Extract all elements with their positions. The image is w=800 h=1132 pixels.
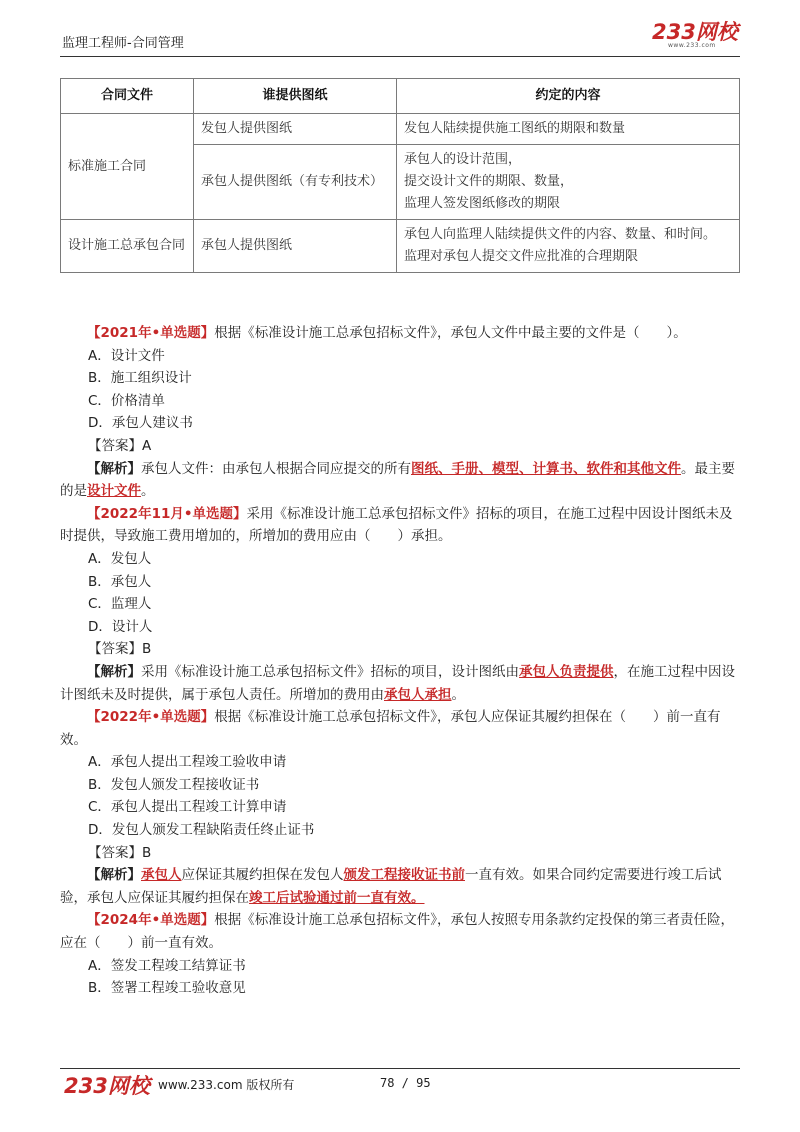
question-list	[60, 322, 740, 1000]
table-row	[61, 114, 740, 145]
explanation-text: ，在施工过程中因设计图纸未及时提供，属于承包人责任。所增加的费用由	[60, 663, 735, 703]
question-text: 根据《标准设计施工总承包招标文件》，承包人按照专用条款约定投保的第三者责任险，应在（ ）前一直有效。	[60, 912, 734, 952]
table-header-cell: 约定的内容	[397, 79, 740, 114]
cell-line: 承包人向监理人陆续提供文件的内容、数量、和时间。	[404, 227, 717, 242]
explanation	[60, 661, 740, 706]
question-text: 根据《标准设计施工总承包招标文件》，承包人文件中最主要的文件是（ ）。	[214, 325, 687, 341]
footer-divider	[60, 1068, 740, 1069]
option: B．签署工程竣工验收意见	[88, 980, 246, 997]
question-tag: 【2021年•单选题】	[87, 325, 215, 341]
option: C．承包人提出工程竣工计算申请	[88, 799, 287, 816]
explanation-label: 【解析】	[87, 867, 141, 884]
table-cell	[397, 220, 740, 273]
answer: 【答案】B	[88, 641, 152, 658]
cell-line: 监理对承包人提交文件应批准的合理期限	[404, 249, 639, 264]
table-header-cell: 合同文件	[61, 79, 194, 114]
question-stem	[60, 322, 740, 345]
table-cell: 发包人提供图纸	[194, 114, 397, 145]
brand-logo	[652, 22, 742, 48]
explanation-highlight: 颁发工程接收证书前	[343, 867, 465, 884]
table-cell: 设计施工总承包合同	[61, 220, 194, 273]
option: B．承包人	[88, 573, 152, 590]
explanation-text: 。	[451, 686, 465, 703]
cell-line: 承包人的设计范围，	[404, 152, 522, 167]
option: D．设计人	[88, 618, 153, 635]
question-stem	[60, 909, 740, 954]
explanation-text: 应保证其履约担保在发包人	[181, 867, 344, 884]
option: C．价格清单	[88, 392, 165, 409]
option: C．监理人	[88, 596, 152, 613]
explanation-text: 一直有效。如果合同约定需要进行竣工后试验，承包人应保证其履约担保在	[60, 867, 722, 906]
header-divider	[60, 56, 740, 57]
table-cell: 标准施工合同	[61, 114, 194, 220]
explanation-label: 【解析】	[87, 663, 141, 680]
table-row	[61, 220, 740, 273]
answer: 【答案】B	[88, 844, 152, 861]
question-tag: 【2022年•单选题】	[87, 709, 215, 726]
contract-table	[60, 78, 740, 273]
explanation-label: 【解析】	[87, 460, 141, 477]
footer-logo: 233网校	[64, 1074, 150, 1098]
explanation-text: 承包人文件：由承包人根据合同应提交的所有	[141, 460, 411, 477]
option: A．承包人提出工程竣工验收申请	[88, 754, 287, 771]
footer-copyright: www.233.com 版权所有	[158, 1078, 295, 1092]
question-text: 根据《标准设计施工总承包招标文件》，承包人应保证其履约担保在（ ）前一直有效。	[60, 709, 721, 748]
explanation-text: 。最主要的是	[60, 460, 735, 500]
brand-logo-text: 233网校	[652, 20, 738, 44]
table-cell	[397, 145, 740, 220]
option: D．承包人建议书	[88, 415, 193, 432]
table-header-row	[61, 79, 740, 114]
question-stem	[60, 706, 740, 751]
explanation-highlight: 承包人	[141, 867, 182, 884]
explanation-text: 采用《标准设计施工总承包招标文件》招标的项目，设计图纸由	[141, 663, 519, 680]
table-cell: 承包人提供图纸（有专利技术）	[194, 145, 397, 220]
option: A．发包人	[88, 550, 152, 567]
explanation-highlight: 竣工后试验通过前一直有效。	[249, 889, 425, 906]
explanation-highlight: 承包人承担	[384, 686, 452, 703]
table-cell: 承包人提供图纸	[194, 220, 397, 273]
option: B．施工组织设计	[88, 370, 192, 387]
explanation-text: 。	[141, 483, 155, 500]
explanation-highlight: 设计文件	[87, 483, 141, 500]
cell-line: 提交设计文件的期限、数量，	[404, 174, 574, 189]
page-number: 78 / 95	[380, 1076, 431, 1090]
explanation-highlight: 承包人负责提供	[519, 663, 614, 680]
option: D．发包人颁发工程缺陷责任终止证书	[88, 822, 315, 839]
explanation	[60, 458, 740, 503]
option: B．发包人颁发工程接收证书	[88, 776, 260, 793]
table-header-cell: 谁提供图纸	[194, 79, 397, 114]
option: A．签发工程竣工结算证书	[88, 957, 246, 974]
explanation	[60, 864, 740, 909]
question-tag: 【2022年11月•单选题】	[87, 505, 247, 522]
header-title: 监理工程师-合同管理	[62, 36, 184, 51]
question-stem	[60, 503, 740, 548]
brand-logo-url: www.233.com	[668, 42, 716, 49]
option: A．设计文件	[88, 347, 165, 364]
cell-line: 监理人签发图纸修改的期限	[404, 196, 561, 211]
explanation-highlight: 图纸、手册、模型、计算书、软件和其他文件	[411, 460, 681, 477]
question-tag: 【2024年•单选题】	[87, 912, 215, 929]
question-text: 采用《标准设计施工总承包招标文件》招标的项目，在施工过程中因设计图纸未及时提供，导致施工费用增加的，所增加的费用应由（ ）承担。	[60, 505, 733, 545]
table-cell: 发包人陆续提供施工图纸的期限和数量	[397, 114, 740, 145]
answer: 【答案】A	[88, 437, 152, 454]
